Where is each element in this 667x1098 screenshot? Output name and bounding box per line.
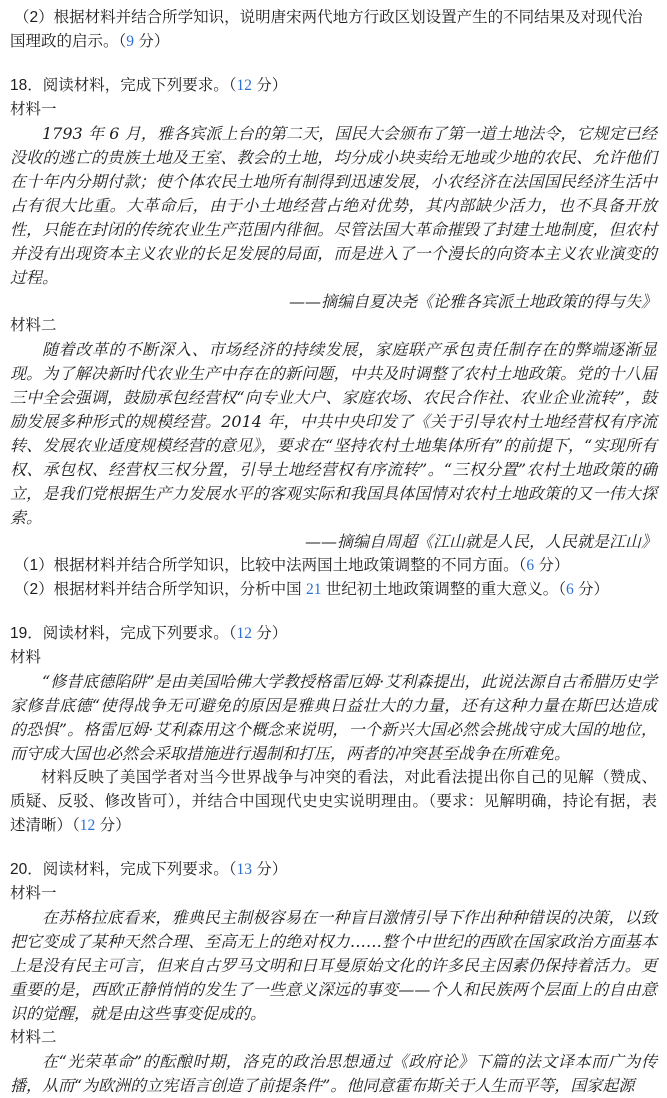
question-19-material-text: “修昔底德陷阱”是由美国哈佛大学教授格雷厄姆·艾利森提出，此说法源自古希腊历史学家修昔底德“使得战争无可避免的原因是雅典日益壮大的力量，还有这种力量在斯巴达造成的恐惧”。格雷厄姆·艾利森用这个概念来说明，一个新兴大国必然会挑战守成大国的地位，而守成大国也必然会采取措施进行遏制和打压，两者的冲突甚至战争在所难免。 — [10, 672, 657, 763]
question-20-material-two-text: 在“光荣革命”的酝酿时期，洛克的政治思想通过《政府论》下篇的法文译本而广为传播，从而“为欧洲的立宪语言创造了前提条件”。他同意霍布斯关于人生而平等，国家起源 — [10, 1052, 657, 1095]
question-19-task-prompt: 材料反映了美国学者对当今世界战争与冲突的看法，对此看法提出你自己的见解（赞成、质疑、反驳、修改皆可），并结合中国现代史史实说明理由。（要求：见解明确，持论有据，表述清晰）（12 分） — [10, 769, 657, 834]
section-gap — [10, 838, 657, 858]
question-18-header: 18．阅读材料，完成下列要求。（12 分） — [10, 77, 288, 94]
question-20-material-one-label: 材料一 — [10, 885, 57, 902]
question-18-material-two-text: 随着改革的不断深入、市场经济的持续发展，家庭联产承包责任制存在的弊端逐渐显现。为了解决新时代农业生产中存在的新问题，中共及时调整了农村土地政策。党的十八届三中全会强调，鼓励承包经营权“向专业大户、家庭农场、农民合作社、农业企业流转”，鼓励发展多种形式的规模经营。2014 年，中共中央印发了《关于引导农村土地经营权有序流转、发展农业适度规模经营的意见》，要求在“坚持农村土地集体所有”的前提下，“实现所有权、承包权、经营权三权分置，引导土地经营权有序流转”。“三权分置”农村土地政策的确立，是我们党根据生产力发展水平的客观实际和我国具体国情对农村土地政策的又一伟大探索。 — [10, 340, 657, 527]
question-20-header: 20．阅读材料，完成下列要求。（13 分） — [10, 861, 288, 878]
question-18-material-two-label: 材料二 — [10, 317, 57, 334]
question-18-material-one-source: ——摘编自夏决尧《论雅各宾派土地政策的得与失》 — [288, 292, 657, 311]
question-18-material-one-label: 材料一 — [10, 101, 57, 118]
question-20-material-one-text: 在苏格拉底看来，雅典民主制极容易在一种盲目激情引导下作出种种错误的决策，以致把它变成了某种天然合理、至高无上的绝对权力……整个中世纪的西欧在国家政治方面基本上是没有民主可言，但来自古罗马文明和日耳曼原始文化的许多民主因素仍保持着活力。更重要的是，西欧正静悄悄的发生了一些意义深远的事变——个人和民族两个层面上的自由意识的觉醒，就是由这些事变促成的。 — [10, 908, 657, 1023]
question-19-header: 19．阅读材料，完成下列要求。（12 分） — [10, 625, 288, 642]
question-18-sub-question-1: （1）根据材料并结合所学知识，比较中法两国土地政策调整的不同方面。（6 分） — [14, 557, 570, 574]
question-17-part2-prompt: （2）根据材料并结合所学知识，说明唐宋两代地方行政区划设置产生的不同结果及对现代治国理政的启示。（9 分） — [10, 9, 643, 50]
section-gap — [10, 54, 657, 74]
section-gap — [10, 602, 657, 622]
question-18-material-two-source: ——摘编自周超《江山就是人民，人民就是江山》 — [304, 532, 657, 551]
question-18-material-one-text: 1793 年 6 月，雅各宾派上台的第二天，国民大会颁布了第一道土地法令，它规定已经没收的逃亡的贵族土地及王室、教会的土地，均分成小块卖给无地或少地的农民、允许他们在十年内分期付款；使个体农民土地所有制得到迅速发展，小农经济在法国国民经济生活中占有很大比重。大革命后，由于小土地经营占绝对优势，其内部缺少活力，也不具备开放性，只能在封闭的传统农业生产范围内徘徊。尽管法国大革命摧毁了封建土地制度，但农村并没有出现资本主义农业的长足发展的局面，而是进入了一个漫长的向资本主义农业演变的过程。 — [10, 124, 657, 287]
question-18-sub-question-2: （2）根据材料并结合所学知识，分析中国 21 世纪初土地政策调整的重大意义。（6 分） — [14, 581, 610, 598]
question-19-material-label: 材料 — [10, 649, 42, 666]
question-20-material-two-label: 材料二 — [10, 1029, 57, 1046]
